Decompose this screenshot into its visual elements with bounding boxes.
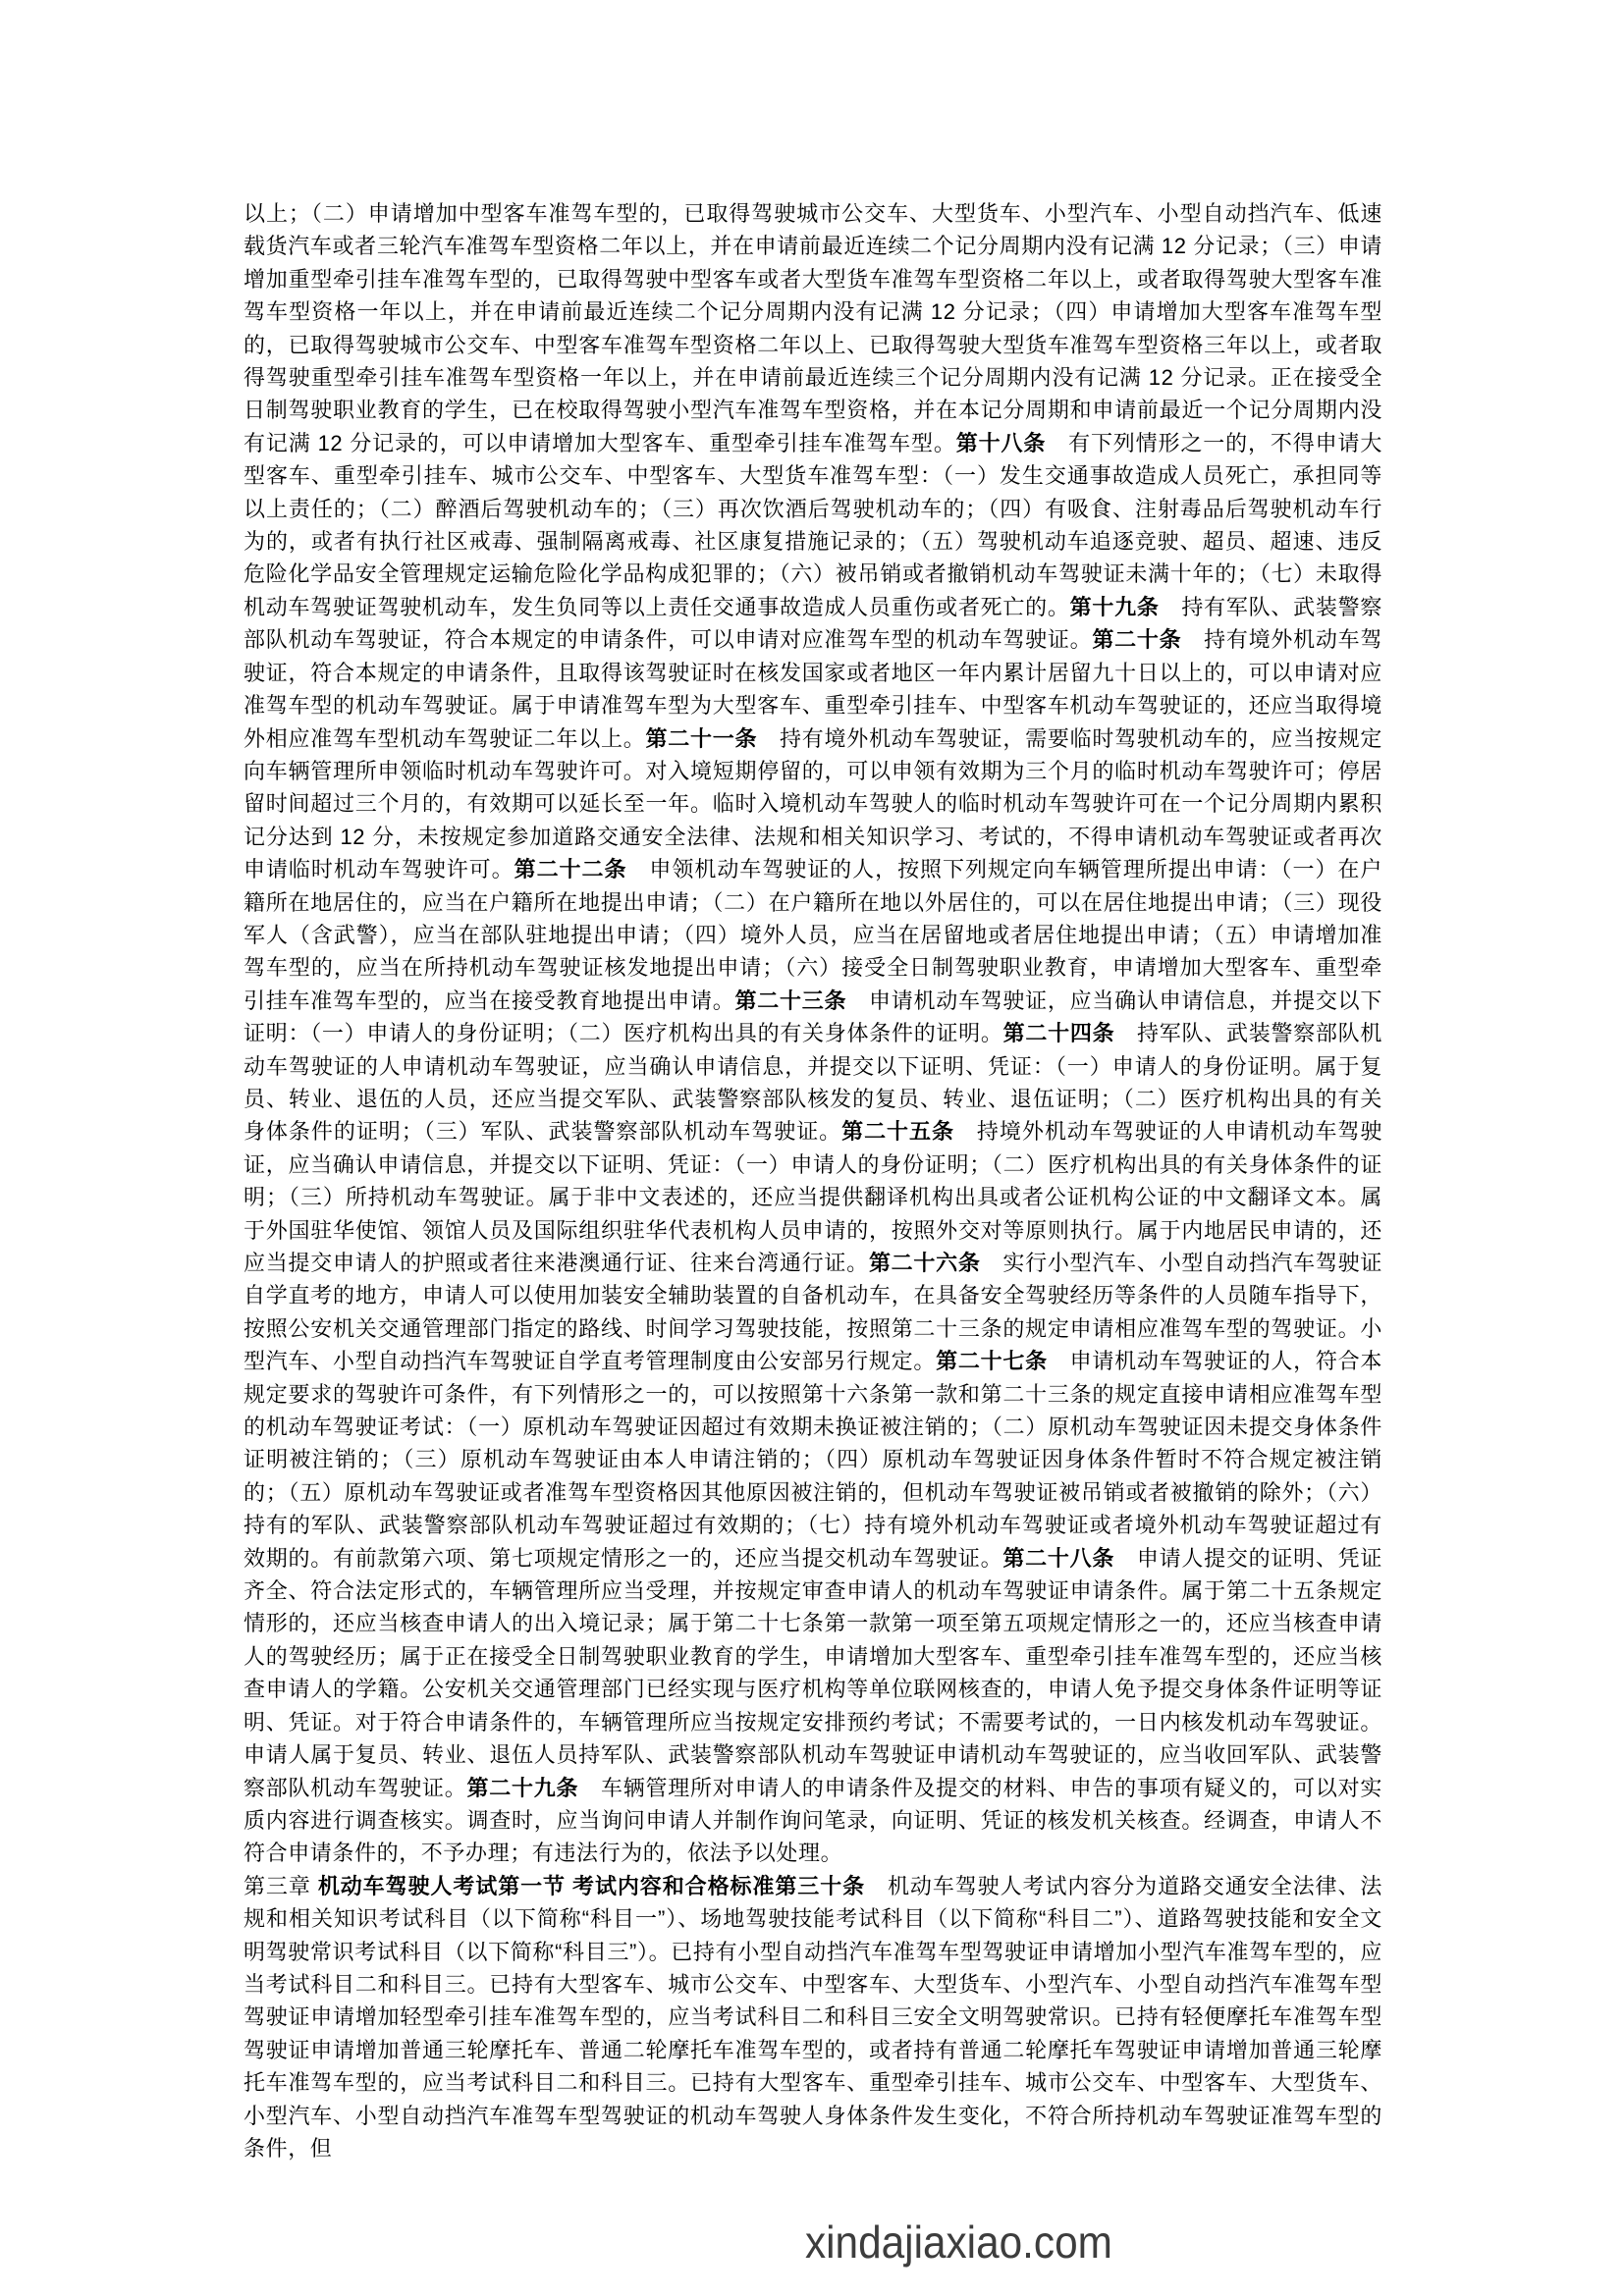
article-heading: 第二十八条: [1002, 1545, 1115, 1571]
article-heading: 第二十一条: [645, 725, 758, 751]
text-segment: 持有境外机动车驾驶证，符合本规定的申请条件，且取得该驾驶证时在核发国家或者地区一年内累计居留九十日以上的，可以申请对应准驾车型的机动车驾驶证。属于申请准驾车型为大型客车、重型牵引挂车、中型客车机动车驾驶证的，还应当取得境外相应准驾车型机动车驾驶证二年以上。: [244, 627, 1383, 751]
text-segment: 申请机动车驾驶证的人，符合本规定要求的驾驶许可条件，有下列情形之一的，可以按照第十六条第一款和第二十三条的规定直接申请相应准驾车型的机动车驾驶证考试：（一）原机动车驾驶证因超过有效期未换证被注销的；（二）原机动车驾驶证因未提交身体条件证明被注销的；（三）原机动车驾驶证由本人申请注销的；（四）原机动车驾驶证因身体条件暂时不符合规定被注销的；（五）原机动车驾驶证或者准驾车型资格因其他原因被注销的，但机动车驾驶证被吊销或者被撤销的除外；（六）持有的军队、武装警察部队机动车驾驶证超过有效期的；（七）持有境外机动车驾驶证或者境外机动车驾驶证超过有效期的。有前款第六项、第七项规定情形之一的，还应当提交机动车驾驶证。: [244, 1349, 1382, 1571]
article-heading: 第十九条: [1069, 594, 1160, 619]
article-heading: 第二十七条: [936, 1349, 1048, 1374]
text-segment: 持境外机动车驾驶证的人申请机动车驾驶证，应当确认申请信息，并提交以下证明、凭证：（一）申请人的身份证明；（二）医疗机构出具的有关身体条件的证明；（三）所持机动车驾驶证。属于非中文表述的，还应当提供翻译机构出具或者公证机构公证的中文翻译文本。属于外国驻华使馆、领馆人员及国际组织驻华代表机构人员申请的，按照外交对等原则执行。属于内地居民申请的，还应当提交申请人的护照或者往来港澳通行证、往来台湾通行证。: [244, 1119, 1382, 1275]
paragraph: [244, 1870, 1382, 2165]
article-heading: 第二十六条: [868, 1251, 981, 1275]
text-segment: 机动车驾驶人考试内容分为道路交通安全法律、法规和相关知识考试科目（以下简称“科目一”）、场地驾驶技能考试科目（以下简称“科目二”）、道路驾驶技能和安全文明驾驶常识考试科目（以下简称“科目三”）。已持有小型自动挡汽车准驾车型驾驶证申请增加小型汽车准驾车型的，应当考试科目二和科目三。已持有大型客车、城市公交车、中型客车、大型货车、小型汽车、小型自动挡汽车准驾车型驾驶证申请增加轻型牵引挂车准驾车型的，应当考试科目二和科目三安全文明驾驶常识。已持有轻便摩托车准驾车型驾驶证申请增加普通三轮摩托车、普通二轮摩托车准驾车型的，或者持有普通二轮摩托车驾驶证申请增加普通三轮摩托车准驾车型的，应当考试科目二和科目三。已持有大型客车、重型牵引挂车、城市公交车、中型客车、大型货车、小型汽车、小型自动挡汽车准驾车型驾驶证的机动车驾驶人身体条件发生变化，不符合所持机动车驾驶证准驾车型的条件，但: [244, 1873, 1382, 2161]
text-segment: 申请机动车驾驶证，应当确认申请信息，并提交以下证明：（一）申请人的身份证明；（二）医疗机构出具的有关身体条件的证明。: [244, 988, 1382, 1046]
text-segment: 有下列情形之一的，不得申请大型客车、重型牵引挂车、城市公交车、中型客车、大型货车准驾车型：（一）发生交通事故造成人员死亡，承担同等以上责任的；（二）醉酒后驾驶机动车的；（三）再次饮酒后驾驶机动车的；（四）有吸食、注射毒品后驾驶机动车行为的，或者有执行社区戒毒、强制隔离戒毒、社区康复措施记录的；（五）驾驶机动车追逐竞驶、超员、超速、违反危险化学品安全管理规定运输危险化学品构成犯罪的；（六）被吊销或者撤销机动车驾驶证未满十年的；（七）未取得机动车驾驶证驾驶机动车，发生负同等以上责任交通事故造成人员重伤或者死亡的。: [244, 430, 1382, 619]
text-segment: 申请人提交的证明、凭证齐全、符合法定形式的，车辆管理所应当受理，并按规定审查申请人的机动车驾驶证申请条件。属于第二十五条规定情形的，还应当核查申请人的出入境记录；属于第二十七条第一款第一项至第五项规定情形之一的，还应当核查申请人的驾驶经历；属于正在接受全日制驾驶职业教育的学生，申请增加大型客车、重型牵引挂车准驾车型的，还应当核查申请人的学籍。公安机关交通管理部门已经实现与医疗机构等单位联网核查的，申请人免予提交身体条件证明等证明、凭证。对于符合申请条件的，车辆管理所应当按规定安排预约考试；不需要考试的，一日内核发机动车驾驶证。申请人属于复员、转业、退伍人员持军队、武装警察部队机动车驾驶证申请机动车驾驶证的，应当收回军队、武装警察部队机动车驾驶证。: [244, 1545, 1382, 1800]
article-heading: 第二十二条: [514, 857, 627, 882]
article-heading: 第二十九条: [466, 1775, 579, 1800]
article-heading: 第二十四条: [1002, 1021, 1115, 1046]
text-segment: 第三章: [244, 1873, 318, 1898]
article-heading: 第二十三条: [734, 988, 847, 1013]
article-heading: 第二十条: [1092, 627, 1182, 653]
text-segment: 持有军队、武装警察部队机动车驾驶证，符合本规定的申请条件，可以申请对应准驾车型的机动车驾驶证。: [244, 594, 1383, 653]
text-segment: 申领机动车驾驶证的人，按照下列规定向车辆管理所提出申请：（一）在户籍所在地居住的，应当在户籍所在地提出申请；（二）在户籍所在地以外居住的，可以在居住地提出申请；（三）现役军人（含武警），应当在部队驻地提出申请；（四）境外人员，应当在居留地或者居住地提出申请；（五）申请增加准驾车型的，应当在所持机动车驾驶证核发地提出申请；（六）接受全日制驾驶职业教育，申请增加大型客车、重型牵引挂车准驾车型的，应当在接受教育地提出申请。: [244, 857, 1382, 1013]
text-segment: 持有境外机动车驾驶证，需要临时驾驶机动车的，应当按规定向车辆管理所申领临时机动车驾驶许可。对入境短期停留的，可以申领有效期为三个月的临时机动车驾驶许可；停居留时间超过三个月的，有效期可以延长至一年。临时入境机动车驾驶人的临时机动车驾驶许可在一个记分周期内累积记分达到 12 分，未按规定参加道路交通安全法律、法规和相关知识学习、考试的，不得申请机动车驾驶证或者再次申请临时机动车驾驶许可。: [244, 725, 1382, 882]
paragraph: [244, 197, 1382, 1870]
text-segment: 以上；（二）申请增加中型客车准驾车型的，已取得驾驶城市公交车、大型货车、小型汽车、小型自动挡汽车、低速载货汽车或者三轮汽车准驾车型资格二年以上，并在申请前最近连续二个记分周期内没有记满 12 分记录；（三）申请增加重型牵引挂车准驾车型的，已取得驾驶中型客车或者大型货车准驾车型资格二年以上，或者取得驾驶大型客车准驾车型资格一年以上，并在申请前最近连续二个记分周期内没有记满 12 分记录；（四）申请增加大型客车准驾车型的，已取得驾驶城市公交车、中型客车准驾车型资格二年以上、已取得驾驶大型货车准驾车型资格三年以上，或者取得驾驶重型牵引挂车准驾车型资格一年以上，并在申请前最近连续三个记分周期内没有记满 12 分记录。正在接受全日制驾驶职业教育的学生，已在校取得驾驶小型汽车准驾车型资格，并在本记分周期和申请前最近一个记分周期内没有记满 12 分记录的，可以申请增加大型客车、重型牵引挂车准驾车型。: [244, 201, 1382, 455]
watermark: xindajiaxiao.com: [805, 2216, 1112, 2268]
article-heading: 第二十五条: [841, 1119, 954, 1145]
article-heading: 机动车驾驶人考试第一节 考试内容和合格标准第三十条: [317, 1873, 866, 1898]
text-segment: 持军队、武装警察部队机动车驾驶证的人申请机动车驾驶证，应当确认申请信息，并提交以下证明、凭证：（一）申请人的身份证明。属于复员、转业、退伍的人员，还应当提交军队、武装警察部队核发的复员、转业、退伍证明；（二）医疗机构出具的有关身体条件的证明；（三）军队、武装警察部队机动车驾驶证。: [244, 1021, 1382, 1145]
article-heading: 第十八条: [955, 430, 1047, 455]
text-segment: 实行小型汽车、小型自动挡汽车驾驶证自学直考的地方，申请人可以使用加装安全辅助装置的自备机动车，在具备安全驾驶经历等条件的人员随车指导下，按照公安机关交通管理部门指定的路线、时间学习驾驶技能，按照第二十三条的规定申请相应准驾车型的驾驶证。小型汽车、小型自动挡汽车驾驶证自学直考管理制度由公安部另行规定。: [244, 1251, 1382, 1374]
document-body: [244, 197, 1382, 2164]
text-segment: 车辆管理所对申请人的申请条件及提交的材料、申告的事项有疑义的，可以对实质内容进行调查核实。调查时，应当询问申请人并制作询问笔录，向证明、凭证的核发机关核查。经调查，申请人不符合申请条件的，不予办理；有违法行为的，依法予以处理。: [244, 1775, 1382, 1866]
